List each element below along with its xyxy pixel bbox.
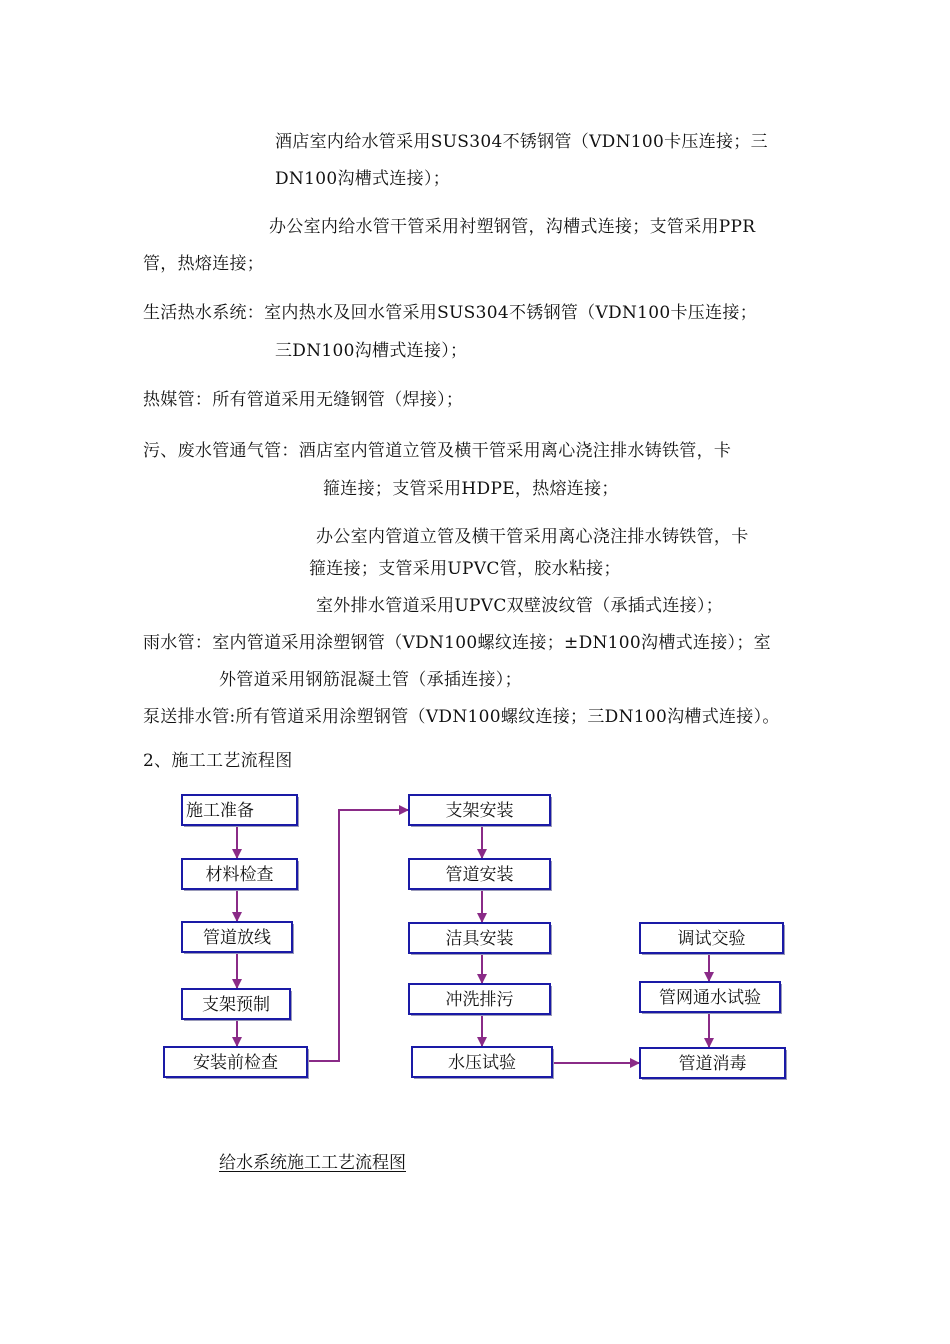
flow-step-label: 安装前检查: [193, 1053, 278, 1073]
text-line-16: 2、施工工艺流程图: [143, 751, 293, 771]
text-line-14: 外管道采用钢筋混凝土管（承插连接）；: [219, 670, 522, 690]
text-line-3: 办公室内给水管干管采用衬塑钢管，沟槽式连接；支管采用PPR: [269, 217, 756, 237]
text-line-11: 箍连接；支管采用UPVC管，胶水粘接；: [309, 559, 621, 579]
flow-step-label: 管道安装: [445, 865, 514, 885]
flow-step-col3-3: [640, 1048, 787, 1080]
text-line-1: 酒店室内给水管采用SUS304不锈钢管（VDN100卡压连接；三: [275, 132, 768, 152]
flow-step-col3-1: [640, 923, 785, 955]
text-line-8: 污、废水管通气管：酒店室内管道立管及横干管采用离心浇注排水铸铁管，卡: [143, 441, 732, 461]
text-line-6: 三DN100沟槽式连接）；: [275, 341, 468, 361]
text-line-9: 箍连接；支管采用HDPE，热熔连接；: [323, 479, 619, 499]
text-line-2: DN100沟槽式连接）；: [275, 169, 451, 189]
text-line-4: 管，热熔连接；: [143, 254, 265, 274]
flow-step-label: 管道放线: [203, 928, 271, 948]
flow-step-col1-1: [182, 795, 299, 827]
flow-step-col2-1: [409, 795, 552, 827]
flow-step-col1-2: [182, 859, 299, 891]
flow-step-label: 管网通水试验: [659, 988, 761, 1008]
text-line-13: 雨水管：室内管道采用涂塑钢管（VDN100螺纹连接；±DN100沟槽式连接）；室: [143, 633, 771, 653]
flow-step-label: 施工准备: [186, 801, 254, 821]
flow-step-label: 调试交验: [677, 929, 746, 949]
flow-step-label: 冲洗排污: [445, 990, 514, 1010]
flow-step-col3-2: [640, 982, 782, 1014]
flow-step-col2-4: [409, 984, 552, 1016]
flow-step-label: 材料检查: [205, 865, 274, 885]
arrow-connector-col1-col2: [308, 810, 408, 1061]
text-line-7: 热媒管：所有管道采用无缝钢管（焊接）；: [143, 390, 464, 410]
flow-step-label: 水压试验: [448, 1053, 516, 1073]
flow-step-col1-3: [182, 922, 294, 954]
text-line-12: 室外排水管道采用UPVC双壁波纹管（承插式连接）；: [316, 596, 724, 616]
flow-step-col1-5: [164, 1047, 309, 1079]
text-line-5: 生活热水系统：室内热水及回水管采用SUS304不锈钢管（VDN100卡压连接；: [143, 303, 757, 323]
flow-step-col2-5: [412, 1047, 554, 1079]
flow-boxes: [164, 795, 787, 1080]
flow-step-label: 洁具安装: [445, 929, 514, 949]
flow-step-label: 支架安装: [445, 801, 514, 821]
text-line-15: 泵送排水管:所有管道采用涂塑钢管（VDN100螺纹连接；三DN100沟槽式连接）。: [143, 707, 780, 727]
flow-step-col1-4: [182, 989, 292, 1021]
figure-caption: 给水系统施工工艺流程图: [219, 1153, 406, 1173]
flow-step-label: 支架预制: [202, 995, 270, 1015]
flow-step-col2-2: [409, 859, 552, 891]
flow-step-label: 管道消毒: [678, 1054, 747, 1074]
flow-step-col2-3: [409, 923, 552, 955]
text-line-10: 办公室内管道立管及横干管采用离心浇注排水铸铁管，卡: [316, 527, 749, 547]
